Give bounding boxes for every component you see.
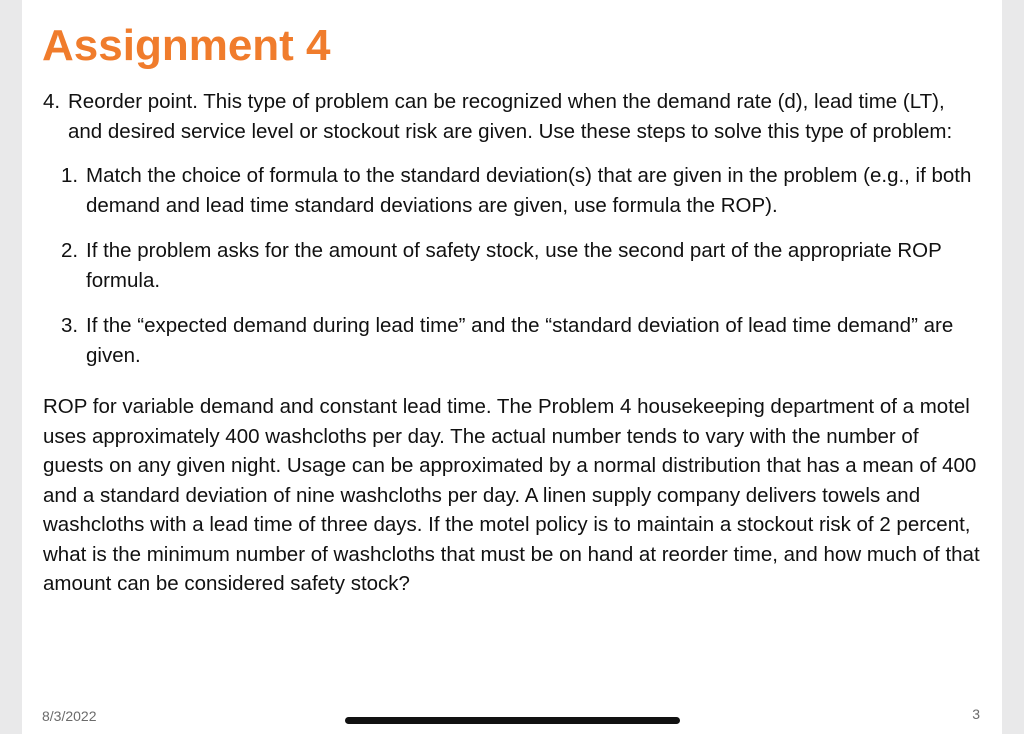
home-indicator-bar[interactable]	[345, 717, 680, 724]
steps-list	[43, 161, 983, 370]
question-number: 4.	[43, 90, 61, 113]
question-text: Reorder point. This type of problem can be recognized when the demand rate (d), lead time (LT), and desired service level or stockout risk are given. Use these steps to solve this type of problem:	[68, 90, 953, 143]
footer-date: 8/3/2022	[42, 708, 97, 724]
question-item	[43, 87, 983, 146]
step-item	[43, 161, 983, 220]
step-item	[43, 236, 983, 295]
step-item	[43, 311, 983, 370]
step-text: If the “expected demand during lead time” and the “standard deviation of lead time demand” are given.	[86, 314, 954, 367]
slide-title: Assignment 4	[42, 21, 331, 70]
problem-paragraph: ROP for variable demand and constant lead time. The Problem 4 housekeeping department of a motel uses approximately 400 washcloths per day. The actual number tends to vary with the number of guests on any given night. Usage can be approximated by a normal distribution that has a mean of 400 and a standard deviation of nine washcloths per day. A linen supply company delivers towels and washcloths with a lead time of three days. If the motel policy is to maintain a stockout risk of 2 percent, what is the minimum number of washcloths that must be on hand at reorder time, and how much of that amount can be considered safety stock?	[43, 395, 980, 595]
step-text: Match the choice of formula to the standard deviation(s) that are given in the problem (e.g., if both demand and lead time standard deviations are given, use formula the ROP).	[86, 164, 972, 217]
step-number: 1.	[61, 164, 79, 187]
page-number: 3	[972, 706, 980, 722]
step-number: 3.	[61, 314, 79, 337]
step-text: If the problem asks for the amount of safety stock, use the second part of the appropriate ROP formula.	[86, 239, 942, 292]
slide-body	[43, 87, 983, 599]
step-number: 2.	[61, 239, 79, 262]
slide-page	[22, 0, 1002, 734]
